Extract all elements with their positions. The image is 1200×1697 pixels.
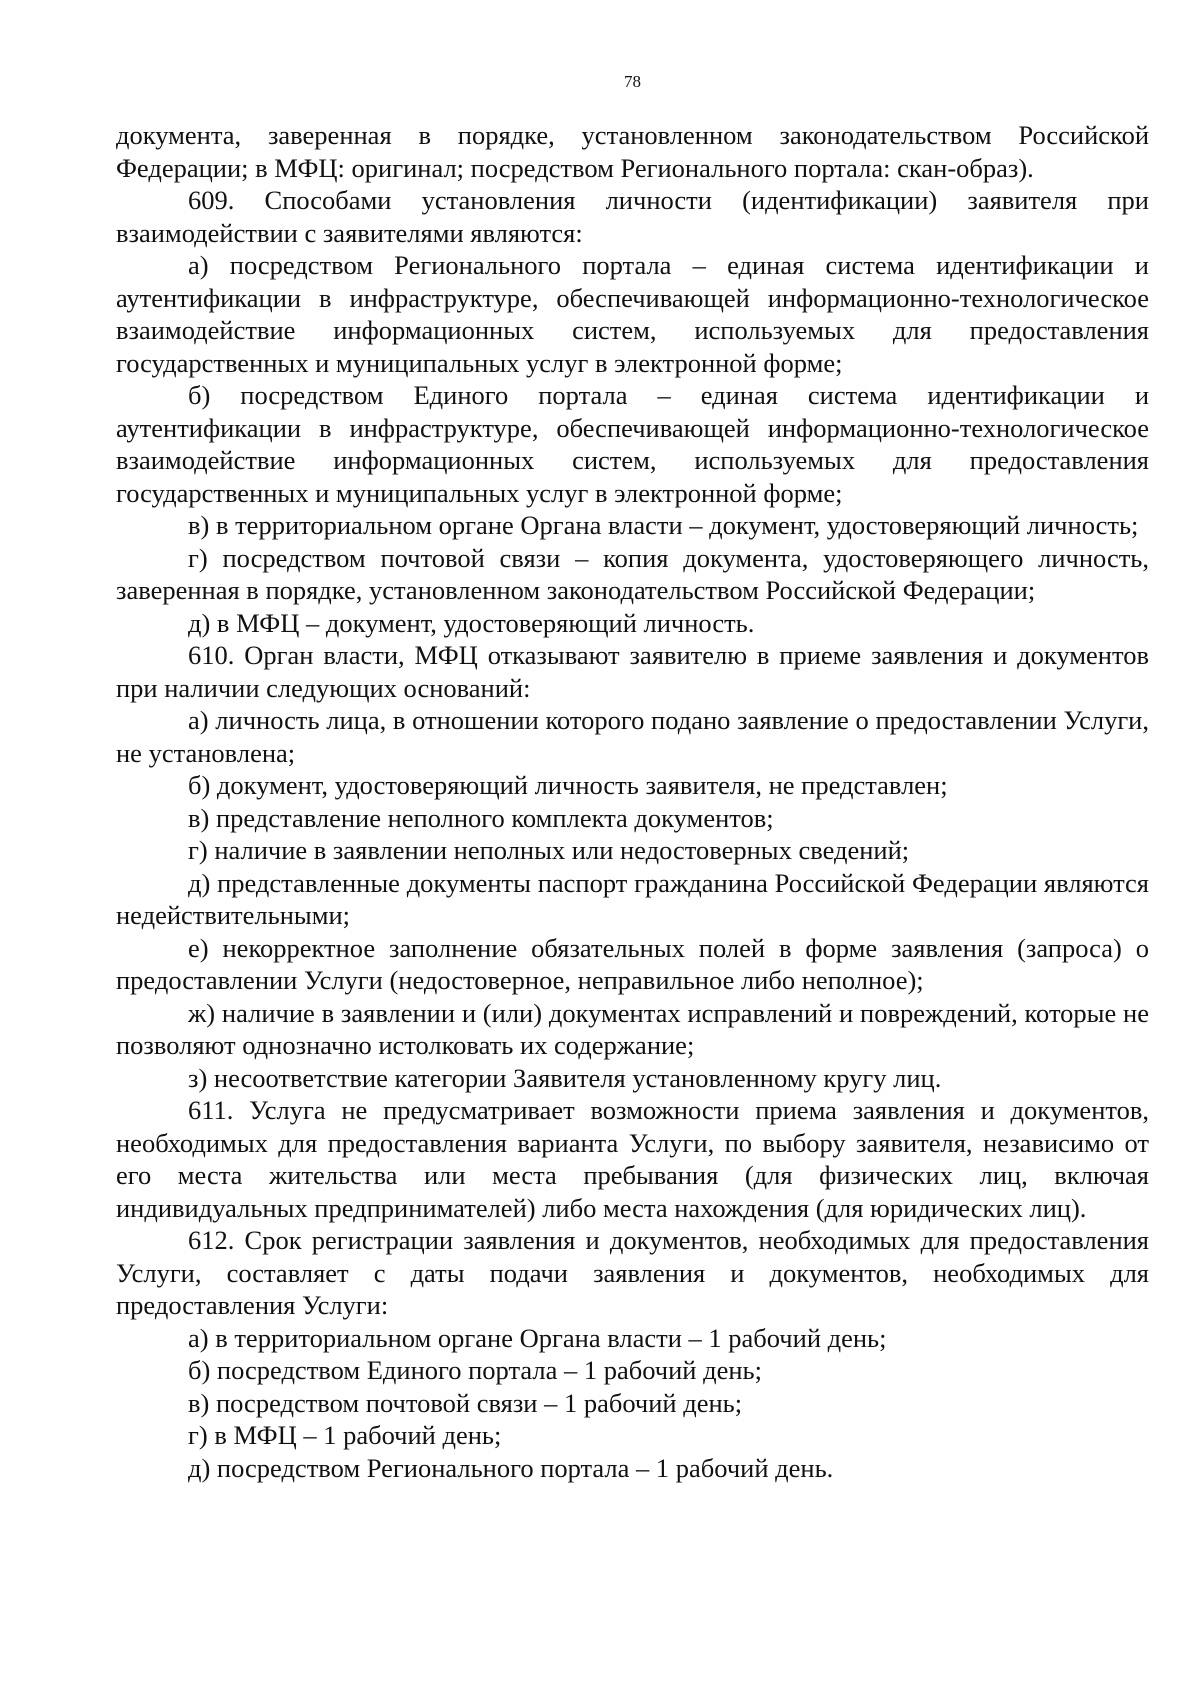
list-item-610-g: г) наличие в заявлении неполных или недостоверных сведений; <box>188 835 910 865</box>
list-item-612-d: д) посредством Регионального портала – 1 рабочий день. <box>188 1452 834 1483</box>
list-item-609-b: б) посредством Единого портала – единая система идентификации и аутентификации в инфраструктуре, обеспечивающей информационно-технологическое взаимодействие информационных систем, используемых для предоставления государственных и муниципальных услуг в электронной форме; <box>116 380 1149 508</box>
paragraph-610: 610. Орган власти, МФЦ отказывают заявителю в приеме заявления и документов при наличии следующих оснований: <box>116 640 1149 703</box>
page-number: 78 <box>624 72 641 91</box>
list-item-612-b: б) посредством Единого портала – 1 рабочий день; <box>188 1355 762 1385</box>
list-item-610-z: з) несоответствие категории Заявителя установленному кругу лиц. <box>188 1062 942 1093</box>
list-item-610-a: а) личность лица, в отношении которого подано заявление о предоставлении Услуги, не установлена; <box>116 705 1149 768</box>
list-item-612-g: г) в МФЦ – 1 рабочий день; <box>188 1420 502 1450</box>
list-item-610-b: б) документ, удостоверяющий личность заявителя, не представлен; <box>188 770 948 800</box>
list-item-609-v: в) в территориальном органе Органа власти – документ, удостоверяющий личность; <box>188 510 1139 540</box>
document-body <box>116 119 1149 1484</box>
paragraph-612: 612. Срок регистрации заявления и документов, необходимых для предоставления Услуги, составляет с даты подачи заявления и документов, необходимых для предоставления Услуги: <box>116 1225 1149 1320</box>
paragraph-611: 611. Услуга не предусматривает возможности приема заявления и документов, необходимых для предоставления варианта Услуги, по выбору заявителя, независимо от его места жительства или места пребывания (для физических лиц, включая индивидуальных предпринимателей) либо места нахождения (для юридических лиц). <box>116 1095 1149 1223</box>
list-item-609-a: а) посредством Регионального портала – единая система идентификации и аутентификации в инфраструктуре, обеспечивающей информационно-технологическое взаимодействие информационных систем, используемых для предоставления государственных и муниципальных услуг в электронной форме; <box>116 250 1149 378</box>
list-item-612-v: в) посредством почтовой связи – 1 рабочий день; <box>188 1387 743 1418</box>
list-item-610-d: д) представленные документы паспорт гражданина Российской Федерации являются недействительными; <box>116 867 1149 930</box>
list-item-610-zh: ж) наличие в заявлении и (или) документах исправлений и повреждений, которые не позволяют однозначно истолковать их содержание; <box>116 997 1149 1060</box>
paragraph-continuation: документа, заверенная в порядке, установленном законодательством Российской Федерации; в МФЦ: оригинал; посредством Регионального портала: скан-образ). <box>116 120 1149 183</box>
paragraph-609: 609. Способами установления личности (идентификации) заявителя при взаимодействии с заявителями являются: <box>116 185 1149 248</box>
list-item-612-a: а) в территориальном органе Органа власти – 1 рабочий день; <box>188 1322 887 1353</box>
list-item-610-v: в) представление неполного комплекта документов; <box>188 802 774 833</box>
list-item-609-g: г) посредством почтовой связи – копия документа, удостоверяющего личность, заверенная в порядке, установленном законодательством Российской Федерации; <box>116 542 1149 605</box>
list-item-610-e: е) некорректное заполнение обязательных полей в форме заявления (запроса) о предоставлении Услуги (недостоверное, неправильное либо неполное); <box>116 932 1149 995</box>
list-item-609-d: д) в МФЦ – документ, удостоверяющий личность. <box>188 607 755 638</box>
